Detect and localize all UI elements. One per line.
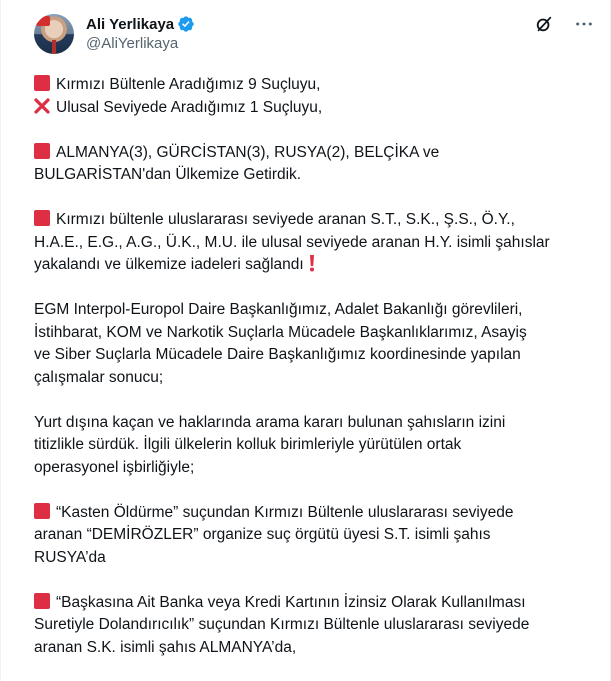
text-span: Ulusal Seviyede Aradığımız 1 Suçluyu, [56,98,323,116]
more-options-icon[interactable] [574,14,594,34]
paragraph-4 [34,299,604,389]
paragraph-7 [34,592,604,660]
text-span: ALMANYA(3), GÜRCİSTAN(3), RUSYA(2), BELÇİKA ve [56,143,440,161]
avatar[interactable] [34,14,74,54]
red-square-icon [34,143,50,159]
red-square-icon [34,593,50,609]
exclamation-icon [308,254,316,272]
red-square-icon [34,503,50,519]
red-square-icon [34,75,50,91]
text-line [34,74,604,97]
text-line [34,254,604,277]
paragraph-1 [34,74,604,119]
text-line [34,142,604,165]
tweet-text [34,74,604,659]
paragraph-2 [34,142,604,187]
text-line: çalışmalar sonucu; [34,368,164,386]
author-handle[interactable]: @AliYerlikaya [86,35,179,52]
text-line: H.A.E., E.G., A.G., Ü.K., M.U. ile ulusal seviyede aranan H.Y. isimli şahıslar [34,233,550,251]
grok-icon[interactable] [534,14,554,34]
author-names [86,14,195,54]
paragraph-3 [34,209,604,277]
author-display-name[interactable]: Ali Yerlikaya [86,15,175,33]
text-line [34,97,604,120]
text-line: Suretiyle Dolandırıcılık” suçundan Kırmızı Bültenle uluslararası seviyede [34,616,530,633]
text-line: RUSYA’da [34,548,106,566]
red-square-icon [34,210,50,226]
name-row [86,14,195,34]
text-line [34,502,604,525]
text-line: BULGARİSTAN'dan Ülkemize Getirdik. [34,166,302,183]
cross-mark-icon [34,98,50,114]
text-span: yakalandı ve ülkemize iadeleri sağlandı [34,256,304,273]
text-line: operasyonel işbirliğiyle; [34,458,195,476]
text-line [34,209,604,232]
verified-badge-icon [177,15,195,33]
text-line [34,592,604,615]
text-line: titizlikle sürdük. İlgili ülkelerin kolluk birimleriyle yürütülen ortak [34,436,462,453]
paragraph-5 [34,412,604,480]
text-line: EGM Interpol-Europol Daire Başkanlığımız, Adalet Bakanlığı görevlileri, [34,301,523,318]
text-line: aranan “DEMİRÖZLER” organize suç örgütü üyesi S.T. isimli şahıs [34,526,491,543]
text-line: aranan S.K. isimli şahıs ALMANYA’da, [34,638,297,656]
text-span: Kırmızı bültenle uluslararası seviyede aranan S.T., S.K., Ş.S., Ö.Y., [56,211,515,228]
header-actions [534,14,594,34]
text-line: ve Siber Suçlarla Mücadele Daire Başkanlığımız koordinesinde yapılan [34,346,521,363]
text-line: İstihbarat, KOM ve Narkotik Suçlarla Mücadele Başkanlıklarımız, Asayiş [34,323,527,341]
tweet-header [34,12,594,56]
paragraph-6 [34,502,604,570]
text-span: Kırmızı Bültenle Aradığımız 9 Suçluyu, [56,76,321,93]
text-span: “Kasten Öldürme” suçundan Kırmızı Bültenle uluslararası seviyede [56,503,514,521]
text-span: “Başkasına Ait Banka veya Kredi Kartının İzinsiz Olarak Kullanılması [56,593,526,611]
tie-decoration [52,40,56,54]
text-line: Yurt dışına kaçan ve haklarında arama kararı bulunan şahısların izini [34,413,506,431]
flag-decoration [36,16,50,26]
